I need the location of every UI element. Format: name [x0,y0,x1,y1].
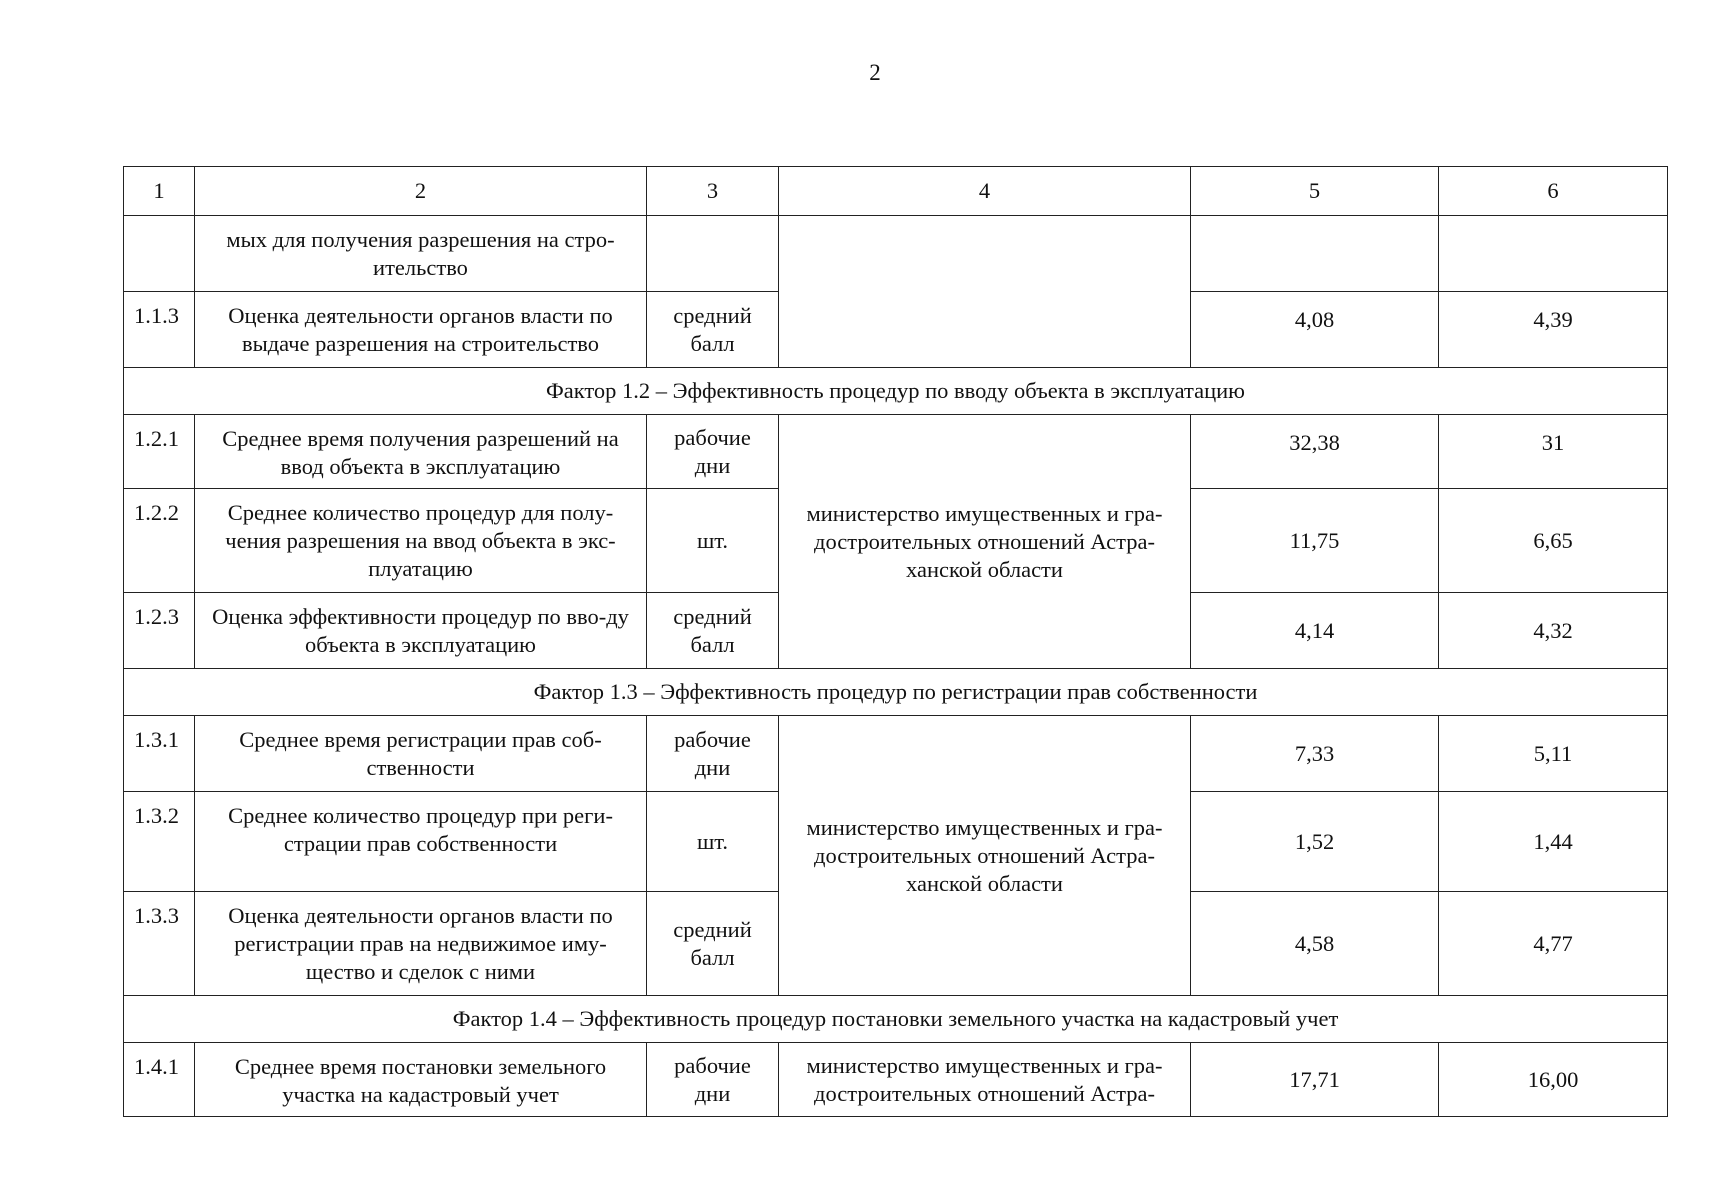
responsible-cell [779,216,1191,368]
value-col6: 4,77 [1439,892,1668,996]
row-description: мых для получения разрешения на стро-ительство [195,216,647,292]
row-unit: средний балл [647,292,779,368]
factor-heading: Фактор 1.4 – Эффективность процедур постановки земельного участка на кадастровый учет [124,996,1668,1043]
table-row [124,716,1668,792]
row-unit: рабочие дни [647,1043,779,1117]
value-col6: 5,11 [1439,716,1668,792]
table-row [124,415,1668,489]
row-number-cell [124,216,195,292]
row-unit: рабочие дни [647,716,779,792]
responsible-cell: министерство имущественных и гра-достроительных отношений Астра-ханской области [779,716,1191,996]
row-description: Оценка эффективности процедур по вво-ду объекта в эксплуатацию [195,593,647,669]
factor-row [124,669,1668,716]
row-unit [647,216,779,292]
row-description: Среднее количество процедур при реги-страции прав собственности [195,792,647,892]
row-number: 1.2.3 [124,593,195,669]
responsible-cell: министерство имущественных и гра-достроительных отношений Астра-ханской области [779,415,1191,669]
table-row [124,1043,1668,1117]
value-col5: 4,58 [1191,892,1439,996]
row-number: 1.4.1 [124,1043,195,1117]
header-cell: 3 [647,167,779,216]
row-unit: шт. [647,489,779,593]
header-cell: 6 [1439,167,1668,216]
value-col5: 17,71 [1191,1043,1439,1117]
value-col6 [1439,216,1668,292]
row-description: Среднее время постановки земельного участка на кадастровый учет [195,1043,647,1117]
factor-heading: Фактор 1.3 – Эффективность процедур по регистрации прав собственности [124,669,1668,716]
row-description: Среднее количество процедур для полу-чения разрешения на ввод объекта в экс-плуатацию [195,489,647,593]
value-col5: 4,14 [1191,593,1439,669]
row-description: Среднее время регистрации прав соб-ственности [195,716,647,792]
factor-row [124,996,1668,1043]
row-number: 1.1.3 [124,292,195,368]
factor-heading: Фактор 1.2 – Эффективность процедур по вводу объекта в эксплуатацию [124,368,1668,415]
row-unit: средний балл [647,892,779,996]
value-col5: 7,33 [1191,716,1439,792]
value-col5: 32,38 [1191,415,1439,489]
page-number: 2 [869,60,881,85]
header-cell: 4 [779,167,1191,216]
header-cell: 5 [1191,167,1439,216]
indicators-table [123,166,1668,1117]
value-col5: 1,52 [1191,792,1439,892]
row-unit: рабочие дни [647,415,779,489]
row-number: 1.3.1 [124,716,195,792]
row-description: Оценка деятельности органов власти по регистрации прав на недвижимое иму-щество и сделок с ними [195,892,647,996]
row-unit: шт. [647,792,779,892]
value-col6: 6,65 [1439,489,1668,593]
factor-row [124,368,1668,415]
row-description: Оценка деятельности органов власти по выдаче разрешения на строительство [195,292,647,368]
row-description: Среднее время получения разрешений на ввод объекта в эксплуатацию [195,415,647,489]
value-col6: 4,39 [1439,292,1668,368]
header-cell: 1 [124,167,195,216]
value-col6: 31 [1439,415,1668,489]
row-number: 1.3.2 [124,792,195,892]
value-col5: 4,08 [1191,292,1439,368]
table-header-row [124,167,1668,216]
row-number: 1.2.1 [124,415,195,489]
responsible-cell: министерство имущественных и гра-достроительных отношений Астра- [779,1043,1191,1117]
value-col5: 11,75 [1191,489,1439,593]
row-number: 1.2.2 [124,489,195,593]
value-col5 [1191,216,1439,292]
value-col6: 16,00 [1439,1043,1668,1117]
value-col6: 4,32 [1439,593,1668,669]
row-number: 1.3.3 [124,892,195,996]
table-row [124,216,1668,292]
value-col6: 1,44 [1439,792,1668,892]
row-unit: средний балл [647,593,779,669]
header-cell: 2 [195,167,647,216]
